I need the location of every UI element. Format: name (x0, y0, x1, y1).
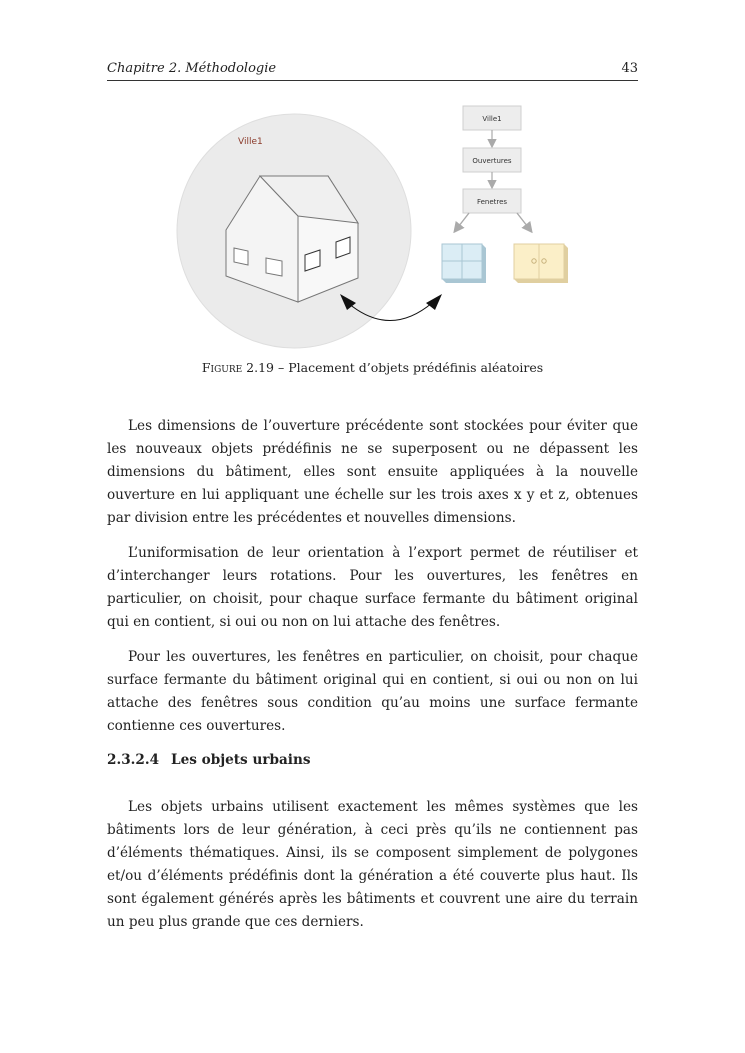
tree-node-fenetres-label: Fenetres (476, 198, 508, 206)
paragraph: L’uniformisation de leur orientation à l’export permet de réutiliser et d’interchanger leurs rotations. Pour les ouvertures, les fenêtres en particulier, on choisit, pour chaque surface fermante du bâtiment original qui en contient, si oui ou non on lui attache des fenêtres. (107, 545, 638, 630)
window-variant-yellow-icon (514, 244, 568, 283)
tree-node-ouvertures-label: Ouvertures (472, 157, 512, 165)
figure-caption (107, 360, 638, 375)
caption-text: – Placement d’objets prédéfinis aléatoires (274, 360, 544, 375)
page-number: 43 (621, 61, 638, 76)
figure-illustration (170, 98, 590, 360)
paragraph: Les dimensions de l’ouverture précédente sont stockées pour éviter que les nouveaux objets prédéfinis ne se superposent ou ne dépassent les dimensions du bâtiment, elles sont ensuite appliquées à la nouvelle ouverture en lui appliquant une échelle sur les trois axes x y et z, obtenues par division entre les précédentes et nouvelles dimensions. (107, 418, 638, 526)
paragraph: Les objets urbains utilisent exactement les mêmes systèmes que les bâtiments lors de leur génération, à ceci près qu’ils ne contiennent pas d’éléments thématiques. Ainsi, ils se composent simplement de polygones et/ou d’éléments prédéfinis dont la génération a été couverte plus haut. Ils sont également générés après les bâtiments et couvrent une aire du terrain un peu plus grande que ces derniers. (107, 799, 638, 930)
section-title: Les objets urbains (171, 752, 311, 768)
city-label: Ville1 (238, 137, 263, 147)
paragraph: Pour les ouvertures, les fenêtres en particulier, on choisit, pour chaque surface fermante du bâtiment original qui en contient, si oui ou non on lui attache des fenêtres sous condition qu’au moins une surface fermante contienne ces ouvertures. (107, 649, 638, 734)
caption-label: Figure 2.19 (201, 360, 275, 375)
chapter-title: Chapitre 2. Méthodologie (107, 61, 277, 76)
tree-node-root-label: Ville1 (482, 115, 502, 123)
running-header (107, 60, 638, 81)
window-variant-blue-icon (442, 244, 486, 283)
section-heading (107, 752, 311, 768)
section-number: 2.3.2.4 (107, 752, 160, 768)
hierarchy-tree (455, 106, 531, 231)
